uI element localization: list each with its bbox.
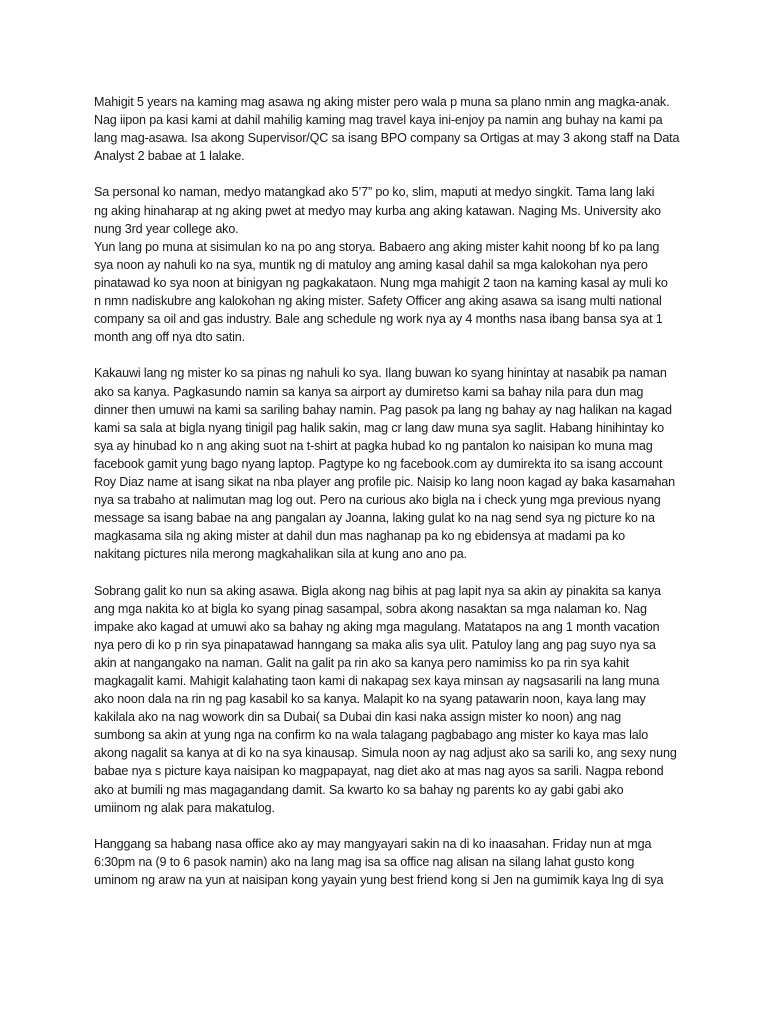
paragraph-personal bbox=[94, 183, 684, 346]
text-line: pinatawad ko sya noon at binigyan ng pagkakataon. Nung mga mahigit 2 taon na kaming kasal ay muli ko bbox=[94, 275, 668, 290]
paragraph-discovery bbox=[94, 364, 684, 563]
text-line: month ang off nya dto satin. bbox=[94, 330, 245, 345]
text-line: lang mag-asawa. Isa akong Supervisor/QC sa isang BPO company sa Ortigas at may 3 akong staff na Data bbox=[94, 131, 680, 146]
text-line: facebook gamit yung bago nyang laptop. Pagtype ko ng facebook.com ay dumirekta ito sa isang account bbox=[94, 456, 663, 471]
paragraph-office bbox=[94, 835, 684, 889]
text-line: Analyst 2 babae at 1 lalake. bbox=[94, 149, 245, 164]
text-line: sumbong sa akin at yung nga na confirm ko na wala talagang pagbabago ang mister ko kaya mas lalo bbox=[94, 728, 649, 743]
text-line: ang mga nakita ko at bigla ko syang pinag sasampal, sobra akong nasaktan sa mga nalaman ko. Nag bbox=[94, 601, 647, 616]
text-line: ako sa kanya. Pagkasundo namin sa kanya sa airport ay dumiretso kami sa bahay nila para dun mag bbox=[94, 384, 644, 399]
paragraph-gap bbox=[94, 165, 684, 183]
text-line: akin at nangangako na naman. Galit na galit pa rin ako sa kanya pero namimiss ko pa rin sya kahit bbox=[94, 655, 629, 670]
text-line: sya noon ay nahuli ko na sya, muntik ng di matuloy ang aming kasal dahil sa mga kalokohan nya pero bbox=[94, 257, 648, 272]
paragraph-gap bbox=[94, 346, 684, 364]
text-line: message sa isang babae na ang pangalan ay Joanna, laking gulat ko na nag send sya ng picture ko na bbox=[94, 511, 655, 526]
paragraph-intro bbox=[94, 93, 684, 165]
text-line: magkagalit kami. Mahigit kalahating taon kami di nakapag sex kaya minsan ay nagsasarili na lang muna bbox=[94, 674, 660, 688]
paragraph-gap bbox=[94, 817, 684, 835]
text-line: nya sa trabaho at nalimutan mag log out. Pero na curious ako bigla na i check yung mga previous nyang bbox=[94, 493, 661, 508]
document-page bbox=[94, 93, 684, 889]
text-line: dinner then umuwi na kami sa sariling bahay namin. Pag pasok pa lang ng bahay ay nag halikan na kagad bbox=[94, 402, 672, 417]
text-line: magkasama sila ng aking mister at dahil dun mas naghanap pa ko ng ebidensya at madami pa ko bbox=[94, 529, 626, 544]
paragraph-gap bbox=[94, 563, 684, 581]
text-line: ako noon dala na rin ng pag kasabil ko sa kanya. Malapit ko na syang patawarin noon, kaya lang may bbox=[94, 692, 646, 707]
text-line: impake ako kagad at umuwi ako sa bahay ng aking mga magulang. Matatapos na ang 1 month vacation bbox=[94, 619, 660, 634]
text-line: umiinom ng alak para makatulog. bbox=[94, 800, 275, 815]
text-line: Sa personal ko naman, medyo matangkad ako 5’7” po ko, slim, maputi at medyo singkit. Tama lang laki bbox=[94, 185, 655, 200]
text-line: Hanggang sa habang nasa office ako ay may mangyayari sakin na di ko inaasahan. Friday nun at mga bbox=[94, 836, 652, 851]
paragraph-aftermath bbox=[94, 582, 684, 817]
text-line: sya ay hinubad ko n ang aking suot na t-shirt at pagka hubad ko ng pantalon ko naisipan ko muna mag bbox=[94, 438, 653, 453]
text-line: Nag iipon pa kasi kami at dahil mahilig kaming mag travel kaya ini-enjoy pa namin ang buhay na kami pa bbox=[94, 113, 663, 128]
text-line: 6:30pm na (9 to 6 pasok namin) ako na lang mag isa sa office nag alisan na silang lahat gusto kong bbox=[94, 854, 635, 869]
text-line: uminom ng araw na yun at naisipan kong yayain yung best friend kong si Jen na gumimik kaya lng di sya bbox=[94, 873, 664, 888]
text-line: ng aking hinaharap at ng aking pwet at medyo may kurba ang aking katawan. Naging Ms. University ako bbox=[94, 203, 661, 218]
text-line: n nmn nadiskubre ang kalokohan ng aking mister. Safety Officer ang aking asawa sa isang multi national bbox=[94, 294, 662, 309]
text-line: babae nya s picture kaya naisipan ko magpapayat, nag diet ako at mas nag ayos sa sarili. Nagpa rebond bbox=[94, 764, 664, 779]
text-line: Yun lang po muna at sisimulan ko na po ang storya. Babaero ang aking mister kahit noong bf ko pa lang bbox=[94, 239, 660, 254]
text-line: kakilala ako na nag wowork din sa Dubai( sa Dubai din kasi naka assign mister ko noon) ang nag bbox=[94, 710, 622, 725]
text-line: Roy Diaz name at isang sikat na nba player ang profile pic. Naisip ko lang noon kagad ay baka kasamahan bbox=[94, 474, 676, 489]
text-line: Sobrang galit ko nun sa aking asawa. Bigla akong nag bihis at pag lapit nya sa akin ay pinakita sa kanya bbox=[94, 583, 661, 598]
text-line: kami sa sala at bigla nyang tinigil pag halik sakin, mag cr lang daw muna sya saglit. Habang hinihintay ko bbox=[94, 420, 665, 435]
text-line: nya pero di ko p rin sya pinapatawad hanngang sa maka alis sya ulit. Patuloy lang ang pag suyo nya sa bbox=[94, 637, 656, 652]
text-line: nung 3rd year college ako. bbox=[94, 221, 239, 236]
text-line: akong nagalit sa kanya at di ko na sya kinausap. Simula noon ay nag adjust ako sa sarili ko, ang sexy nung bbox=[94, 746, 677, 761]
text-line: Mahigit 5 years na kaming mag asawa ng aking mister pero wala p muna sa plano nmin ang magka-anak. bbox=[94, 95, 670, 109]
text-line: company sa oil and gas industry. Bale ang schedule ng work nya ay 4 months nasa ibang bansa sya at 1 bbox=[94, 312, 663, 327]
text-line: ako at bumili ng mas magagandang damit. Sa kwarto ko sa bahay ng parents ko ay gabi gabi ako bbox=[94, 782, 624, 797]
text-line: Kakauwi lang ng mister ko sa pinas ng nahuli ko sya. Ilang buwan ko syang hinintay at nasabik pa naman bbox=[94, 366, 667, 381]
text-line: nakitang pictures nila merong magkahalikan sila at kung ano ano pa. bbox=[94, 547, 467, 562]
